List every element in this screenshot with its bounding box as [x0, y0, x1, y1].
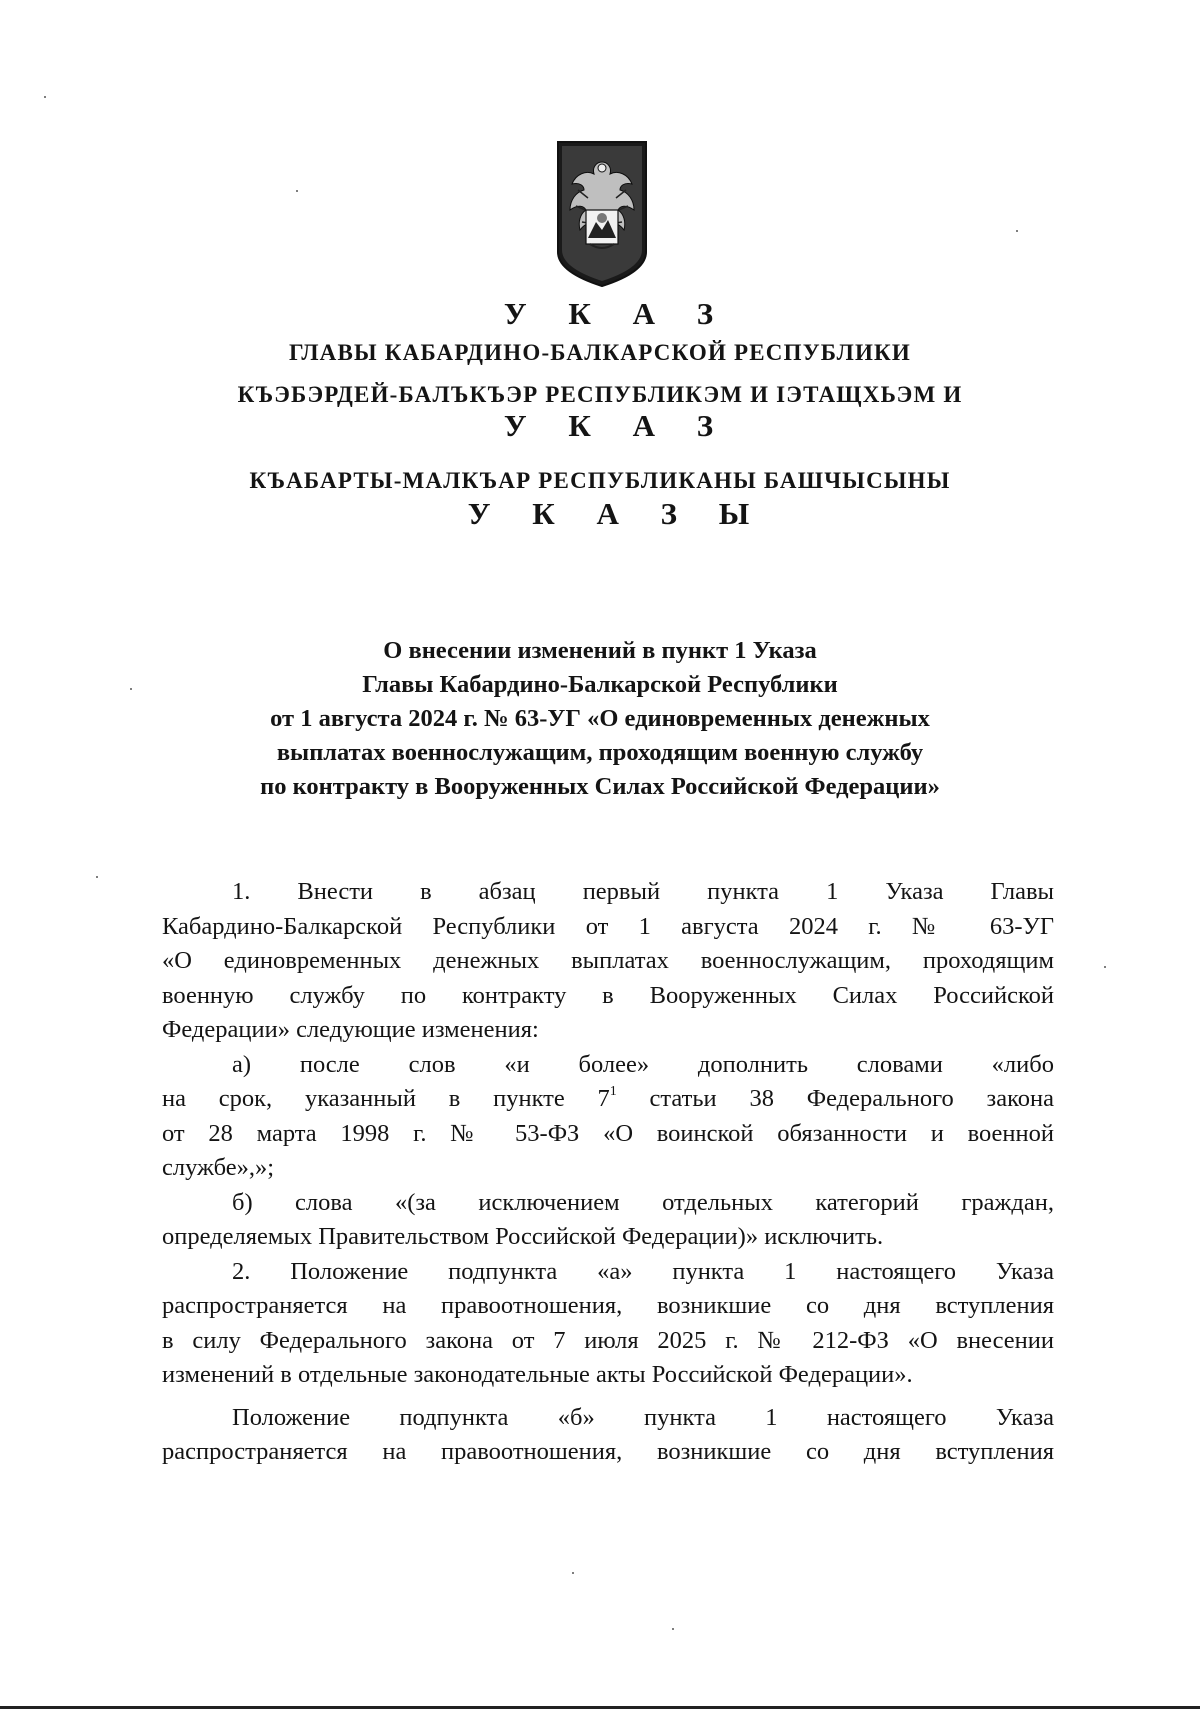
coat-of-arms-emblem — [556, 140, 648, 288]
title-line: от 1 августа 2024 г. № 63-УГ «О единовременных денежных — [270, 705, 930, 732]
body-line: определяемых Правительством Российской Федерации)» исключить. — [162, 1223, 884, 1250]
body-line: б) слова «(за исключением отдельных категорий граждан, — [232, 1188, 1054, 1216]
body-text-span: на срок, указанный в пункте 7 — [162, 1085, 610, 1112]
issuer-line-ru: ГЛАВЫ КАБАРДИНО-БАЛКАРСКОЙ РЕСПУБЛИКИ — [288, 340, 912, 365]
superscript: 1 — [609, 1084, 617, 1099]
body-line: Положение подпункта «б» пункта 1 настоящего Указа — [232, 1403, 1054, 1431]
decree-body — [162, 875, 1054, 1470]
scan-speck — [96, 876, 98, 878]
title-line: Главы Кабардино-Балкарской Республики — [362, 671, 838, 698]
title-line: О внесении изменений в пункт 1 Указа — [383, 637, 817, 664]
scan-speck — [1104, 966, 1106, 968]
decree-heading-kbd: У К А З — [503, 408, 731, 443]
body-line: а) после слов «и более» дополнить словами «либо — [232, 1050, 1054, 1078]
body-line: распространяется на правоотношения, возникшие со дня вступления — [162, 1438, 1054, 1465]
scan-speck — [130, 688, 132, 690]
title-line: выплатах военнослужащим, проходящим военную службу — [276, 739, 924, 766]
issuer-line-krc: КЪАБАРТЫ-МАЛКЪАР РЕСПУБЛИКАНЫ БАШЧЫСЫНЫ — [249, 468, 951, 493]
body-line: 1. Внести в абзац первый пункта 1 Указа Главы — [232, 878, 1054, 905]
body-text-span: статьи 38 Федерального закона — [616, 1085, 1054, 1112]
body-line: Кабардино-Балкарской Республики от 1 августа 2024 г. № 63-УГ — [162, 912, 1054, 940]
body-line: службе»,»; — [162, 1154, 275, 1181]
body-line: изменений в отдельные законодательные акты Российской Федерации». — [162, 1361, 913, 1388]
body-line: Федерации» следующие изменения: — [162, 1016, 539, 1043]
decree-heading-ru: У К А З — [503, 296, 731, 331]
body-line: военную службу по контракту в Вооруженных Силах Российской — [162, 981, 1054, 1009]
title-line: по контракту в Вооруженных Силах Российской Федерации» — [260, 773, 940, 800]
issuer-line-kbd: КЪЭБЭРДЕЙ-БАЛЪКЪЭР РЕСПУБЛИКЭМ И ІЭТАЩХЬЭМ И — [237, 382, 963, 407]
body-line: от 28 марта 1998 г. № 53-ФЗ «О воинской обязанности и военной — [162, 1119, 1054, 1147]
scan-speck — [296, 190, 298, 192]
scan-speck — [672, 1628, 674, 1630]
decree-heading-krc: У К А З Ы — [467, 496, 767, 531]
scan-speck — [572, 1572, 574, 1574]
body-line: в силу Федерального закона от 7 июля 2025 г. № 212-ФЗ «О внесении — [162, 1326, 1054, 1354]
body-line: распространяется на правоотношения, возникшие со дня вступления — [162, 1292, 1054, 1319]
scan-speck — [44, 96, 46, 98]
decree-title — [0, 634, 1200, 804]
scan-speck — [1016, 230, 1018, 232]
body-line: «О единовременных денежных выплатах военнослужащим, проходящим — [162, 947, 1054, 974]
body-line — [162, 1082, 1054, 1117]
scan-bottom-edge — [0, 1706, 1200, 1709]
body-line: 2. Положение подпункта «а» пункта 1 настоящего Указа — [232, 1257, 1054, 1285]
